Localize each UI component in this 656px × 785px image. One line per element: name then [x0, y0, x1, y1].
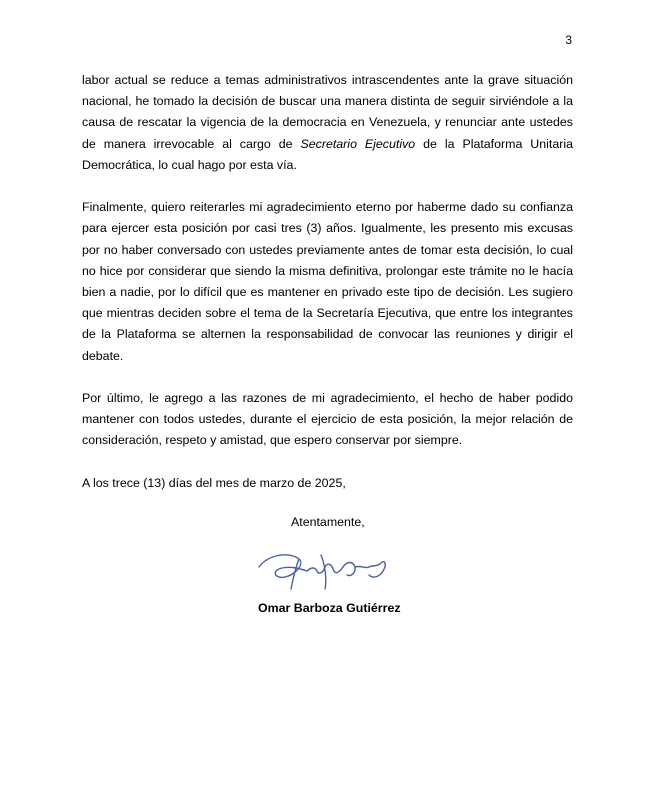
paragraph-closing-thanks: Por último, le agrego a las razones de mi agradecimiento, el hecho de haber podido mantener con todos ustedes, durante el ejercicio de esta posición, la mejor relación de consideración, respeto y amistad, que espero conservar por siempre. — [82, 391, 573, 448]
page-number: 3 — [565, 33, 572, 47]
paragraph-date: A los trece (13) días del mes de marzo de 2025, — [82, 475, 346, 490]
signer-name: Omar Barboza Gutiérrez — [258, 601, 401, 615]
position-title: Secretario Ejecutivo — [300, 136, 416, 151]
paragraph-resignation-end: de la Plataforma Unitaria Democrática, lo cual hago por esta vía. — [82, 136, 573, 172]
handwritten-signature — [255, 545, 395, 595]
paragraph-resignation — [82, 70, 573, 176]
paragraph-resignation-start: labor actual se reduce a temas administrativos intrascendentes ante la grave situación nacional, he tomado la decisión de buscar una manera distinta de seguir sirviéndole a la causa de rescatar la vigencia de la democracia en Venezuela, y renunciar ante ustedes de manera irrevocable al cargo de — [82, 73, 573, 151]
paragraph-gratitude: Finalmente, quiero reiterarles mi agradecimiento eterno por haberme dado su confianza para ejercer esta posición por casi tres (3) años. Igualmente, les presento mis excusas por no haber conversado con ustedes previamente antes de tomar esta decisión, lo cual no hice por considerar que siendo la misma definitiva, prolongar este trámite no le hacía bien a nadie, por lo difícil que es mantener en privado este tipo de decisión. Les sugiero que mientras deciden sobre el tema de la Secretaría Ejecutiva, que entre los integrantes de la Plataforma se alternen la responsabilidad de convocar las reuniones y dirigir el debate. — [82, 200, 573, 363]
letter-body — [82, 70, 573, 515]
closing-salutation: Atentamente, — [291, 515, 365, 529]
